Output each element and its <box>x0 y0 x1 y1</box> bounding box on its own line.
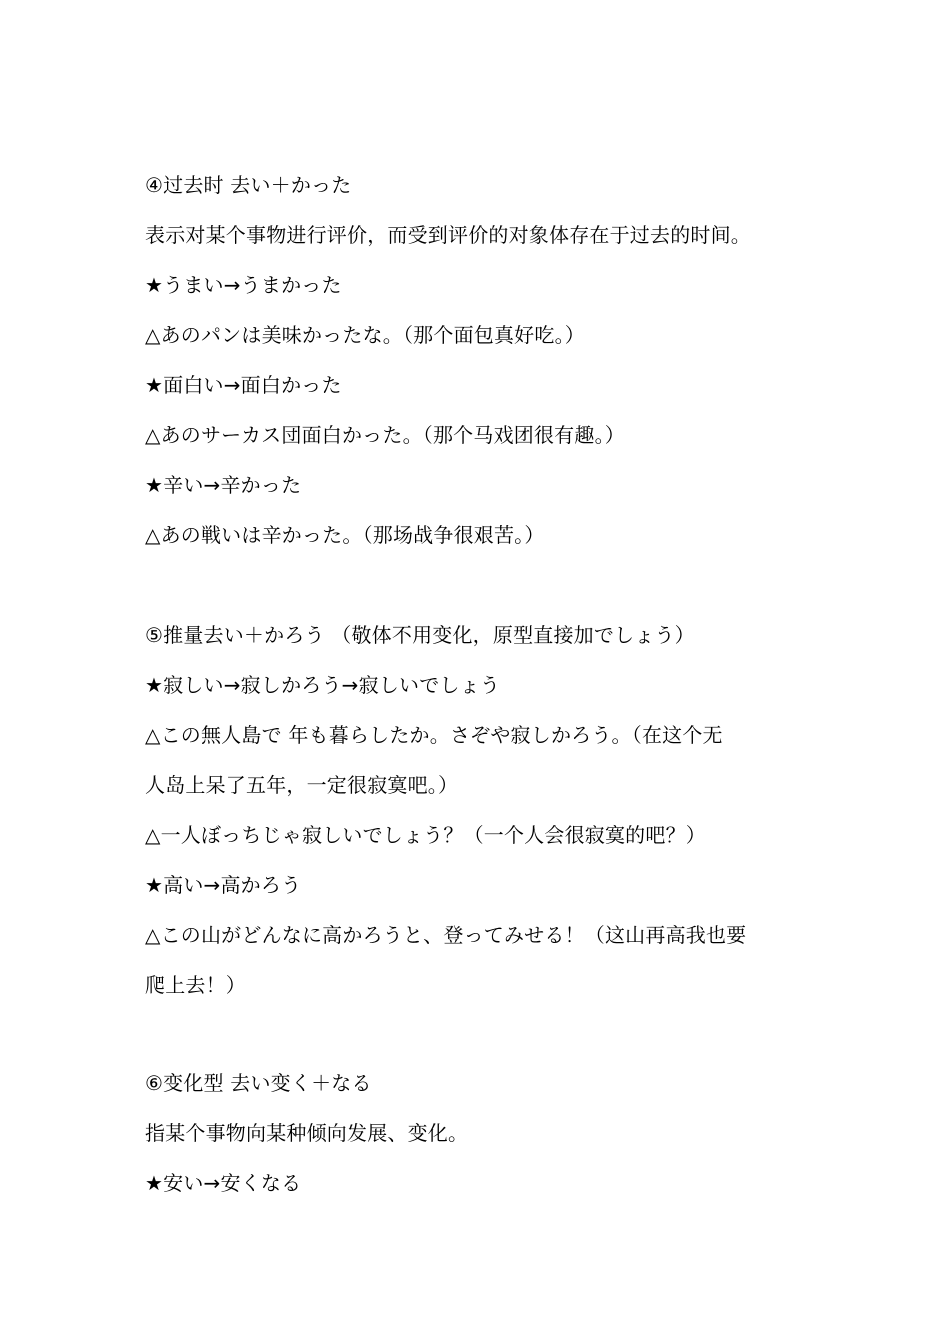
example-sentence-island-1: △この無人島で 年も暮らしたか。さぞや寂しかろう。（在这个无 <box>145 723 723 747</box>
section-4-heading: ④过去时 去い＋かった <box>145 173 352 197</box>
section-5-heading: ⑤推量去い＋かろう （敬体不用变化，原型直接加でしょう） <box>145 623 695 647</box>
example-star-tsurai: ★辛い→辛かった <box>145 473 302 497</box>
example-star-yasui: ★安い→安くなる <box>145 1171 302 1195</box>
example-star-sabishii: ★寂しい→寂しかろう→寂しいでしょう <box>145 673 501 697</box>
example-star-takai: ★高い→高かろう <box>145 873 302 897</box>
section-6-description: 指某个事物向某种倾向发展、变化。 <box>145 1121 469 1145</box>
section-6-heading: ⑥变化型 去い变く＋なる <box>145 1071 372 1095</box>
section-4-description: 表示对某个事物进行评价，而受到评价的对象体存在于过去的时间。 <box>145 223 751 247</box>
example-sentence-alone: △一人ぼっちじゃ寂しいでしょう？（一个人会很寂寞的吧？） <box>145 823 706 847</box>
example-sentence-mountain-2: 爬上去！） <box>145 973 246 997</box>
example-sentence-battle: △あの戦いは辛かった。（那场战争很艰苦。） <box>145 523 545 547</box>
example-sentence-mountain-1: △この山がどんなに高かろうと、登ってみせる！（这山再高我也要 <box>145 923 747 947</box>
example-star-omoshiroi: ★面白い→面白かった <box>145 373 342 397</box>
example-sentence-pan: △あのパンは美味かったな。（那个面包真好吃。） <box>145 323 585 347</box>
example-sentence-island-2: 人岛上呆了五年，一定很寂寞吧。） <box>145 773 459 797</box>
example-star-umai: ★うまい→うまかった <box>145 273 342 297</box>
example-sentence-circus: △あのサーカス団面白かった。（那个马戏团很有趣。） <box>145 423 625 447</box>
